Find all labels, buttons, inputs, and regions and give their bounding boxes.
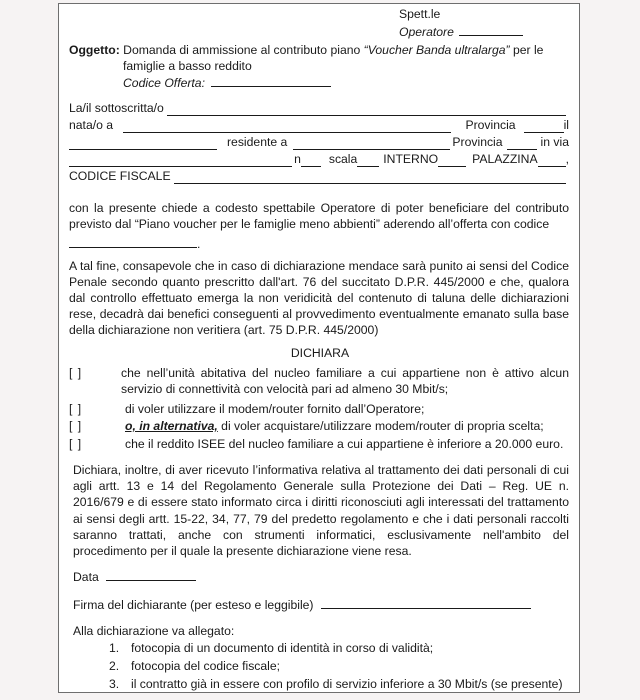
signature-label: Firma del dichiarante (per esteso e leggibile)	[73, 598, 314, 612]
building-field[interactable]	[538, 155, 566, 167]
subject-text-after: per le	[509, 43, 544, 57]
attachment-number: 1.	[109, 641, 120, 655]
declaration-item	[69, 419, 569, 435]
signature-field[interactable]	[321, 597, 531, 609]
declaration-checkbox[interactable]: [ ]	[69, 419, 83, 433]
street-label: in via	[540, 135, 569, 149]
operator-field[interactable]	[459, 24, 523, 36]
birth-row	[69, 118, 569, 133]
subject-line-2: famiglie a basso reddito	[123, 59, 252, 73]
offer-code-line	[123, 75, 331, 91]
residence-row	[69, 135, 569, 150]
signatory-label: La/il sottoscritta/o	[69, 101, 164, 115]
recipient-greeting: Spett.le	[399, 7, 441, 21]
request-text: con la presente chiede a codesto spettabile Operatore di poter beneficiare del contributo previsto dal “Piano voucher per le famiglie meno abbienti” aderendo all’offerta con codice	[69, 201, 569, 231]
declaration-emphasis: o, in alternativa,	[125, 419, 218, 433]
address-row: n scala INTERNO PALAZZINA ,	[69, 152, 569, 167]
birth-province-field[interactable]	[524, 121, 564, 133]
declaration-text: che nell’unità abitativa del nucleo familiare a cui appartiene non è attivo alcun servizio di connettività con velocità pari ad almeno 30 Mbit/s;	[121, 366, 569, 396]
date-field[interactable]	[106, 569, 196, 581]
recipient-operator	[399, 24, 523, 40]
residence-province-field[interactable]	[507, 138, 537, 150]
declaration-checkbox[interactable]: [ ]	[69, 366, 83, 380]
declaration-text: di voler acquistare/utilizzare modem/router di propria scelta;	[217, 419, 544, 433]
street-field[interactable]	[69, 155, 292, 167]
declaration-text: che il reddito ISEE del nucleo familiare a cui appartiene è inferiore a 20.000 euro.	[125, 437, 564, 451]
apartment-label: INTERNO	[383, 152, 439, 166]
subject-plan-name: “Voucher Banda ultralarga”	[363, 43, 510, 57]
request-paragraph: con la presente chiede a codesto spettabile Operatore di poter beneficiare del contributo previsto dal “Piano voucher per le famiglie meno abbienti” aderendo all’offerta con codice .	[69, 201, 569, 251]
subject-label: Oggetto:	[69, 43, 120, 57]
awareness-paragraph: A tal fine, consapevole che in caso di dichiarazione mendace sarà punito ai sensi del Codice Penale secondo quanto prescritto dall'art. 76 del succitato D.P.R. 445/2000 e che, qualora dal controllo effettuato emerga la non veridicità del contenuto di taluna delle dichiarazioni rese, decadrà dai benefici conseguenti al provvedimento eventualmente emanato sulla base della dichiarazione non veritiera (art. 75 D.P.R. 445/2000)	[69, 259, 569, 337]
attachment-text: fotocopia del codice fiscale;	[131, 659, 281, 673]
number-label: n	[294, 152, 301, 166]
attachment-number: 2.	[109, 659, 120, 673]
declaration-text: di voler utilizzare il modem/router fornito dall’Operatore;	[125, 402, 425, 416]
residence-label: residente a	[227, 135, 288, 149]
declaration-item	[69, 402, 569, 418]
birth-province-label: Provincia	[465, 118, 516, 132]
subject-text-before: Domanda di ammissione al contributo piano	[123, 43, 364, 57]
attachments-title: Alla dichiarazione va allegato:	[73, 624, 235, 638]
declaration-checkbox[interactable]: [ ]	[69, 402, 83, 416]
birthplace-field[interactable]	[123, 121, 451, 133]
declaration-checkbox[interactable]: [ ]	[69, 437, 83, 451]
declaration-title: DICHIARA	[290, 346, 350, 360]
building-label: PALAZZINA	[472, 152, 538, 166]
birthdate-field[interactable]	[69, 138, 217, 150]
offer-code-label: Codice Offerta:	[123, 76, 205, 90]
stair-field[interactable]	[357, 155, 379, 167]
apartment-field[interactable]	[438, 155, 466, 167]
attachment-text: fotocopia di un documento di identità in corso di validità;	[131, 641, 434, 655]
birthplace-label: nata/o a	[69, 118, 114, 132]
residence-city-field[interactable]	[293, 138, 450, 150]
attachment-item	[109, 677, 563, 692]
operator-label: Operatore	[399, 25, 454, 39]
attachment-text: il contratto già in essere con profilo di servizio inferiore a 30 Mbit/s (se presente)	[131, 677, 563, 691]
signatory-name-field[interactable]	[167, 104, 566, 116]
number-field[interactable]	[301, 155, 321, 167]
birthdate-label: il	[563, 118, 569, 132]
date-line	[73, 569, 196, 585]
stair-label: scala	[328, 152, 358, 166]
attachment-number: 3.	[109, 677, 120, 691]
date-label: Data	[73, 570, 99, 584]
privacy-paragraph: Dichiara, inoltre, di aver ricevuto l’informativa relativa al trattamento dei dati personali di cui agli artt. 13 e 14 del Regolamento Generale sulla Protezione dei Dati – Reg. UE n. 2016/679 e di essere stato informato circa i diritti riconosciuti agli interessati del trattamento ai sensi degli artt. 15-22, 34, 77, 79 del predetto regolamento e che i dati personali raccolti saranno trattati, anche con strumenti informatici, esclusivamente nell'ambito del procedimento per il quale la presente dichiarazione viene resa.	[73, 463, 569, 559]
residence-province-label: Provincia	[452, 135, 503, 149]
attachment-item	[109, 641, 433, 656]
document-page	[58, 3, 580, 693]
offer-code-field[interactable]	[211, 75, 331, 87]
tax-code-row	[69, 169, 569, 184]
request-offer-code-field[interactable]	[69, 236, 197, 248]
declaration-item	[69, 437, 569, 453]
signatory-row	[69, 101, 569, 116]
tax-code-field[interactable]	[174, 172, 566, 184]
attachment-item	[109, 659, 280, 674]
tax-code-label: CODICE FISCALE	[69, 169, 171, 183]
declaration-item	[69, 366, 569, 397]
signature-line	[73, 597, 531, 613]
subject-line	[69, 43, 569, 58]
